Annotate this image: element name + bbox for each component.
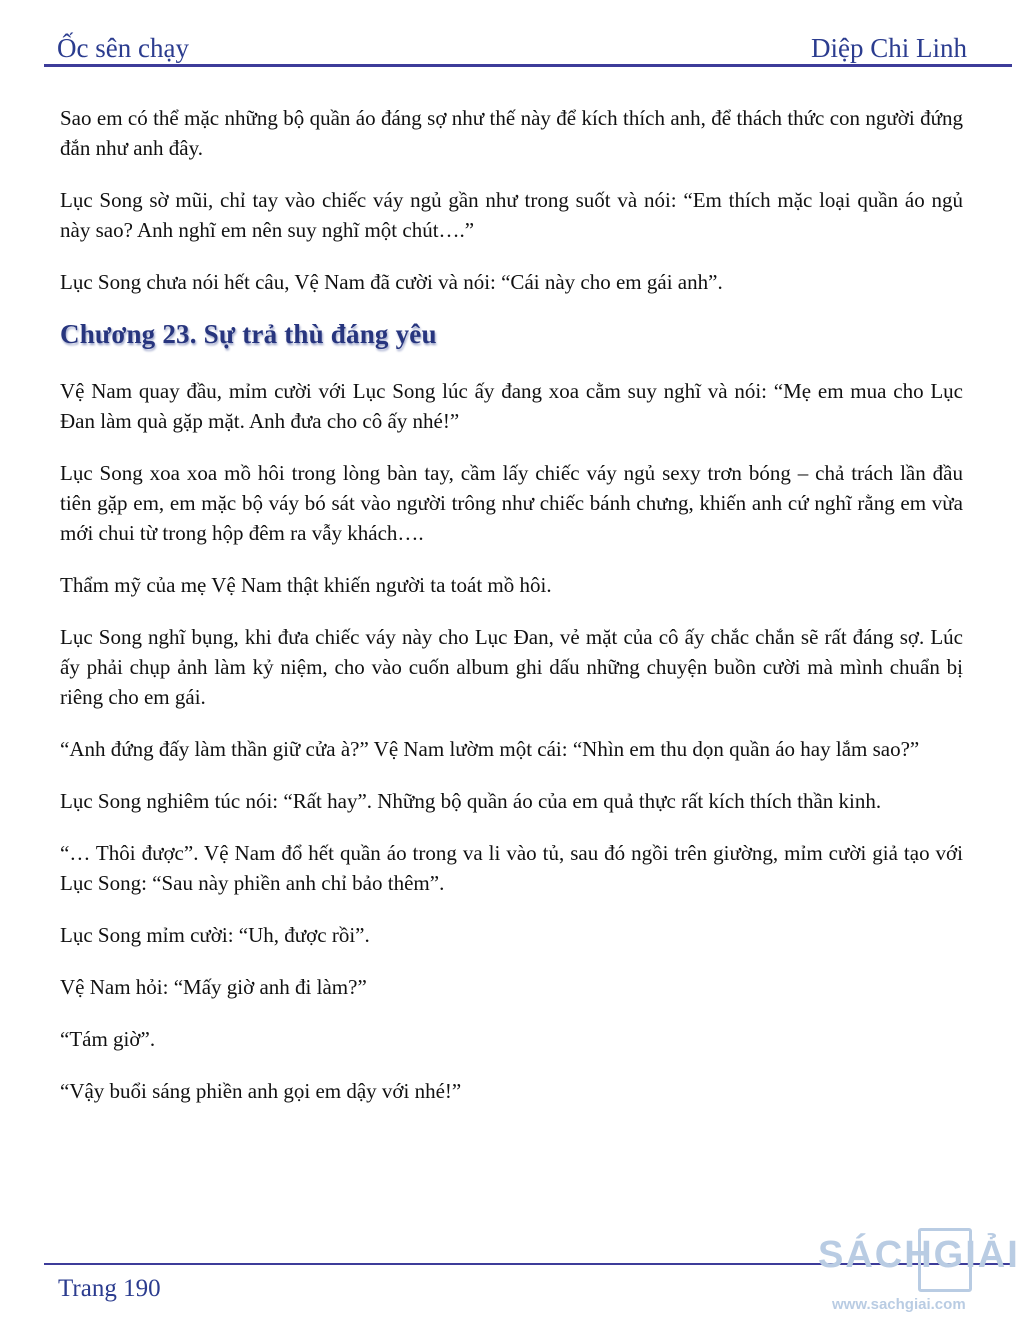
paragraph: Lục Song nghiêm túc nói: “Rất hay”. Những bộ quần áo của em quả thực rất kích thích thần kinh. (60, 789, 882, 813)
paragraph: Vệ Nam quay đầu, mỉm cười với Lục Song lúc ấy đang xoa cằm suy nghĩ và nói: “Mẹ em mua cho Lục Đan làm quà gặp mặt. Anh đưa cho cô ấy nhé!” (60, 379, 963, 433)
paragraph: “Anh đứng đấy làm thần giữ cửa à?” Vệ Nam lườm một cái: “Nhìn em thu dọn quần áo hay lắm sao?” (60, 737, 920, 761)
page-body (60, 103, 963, 1128)
paragraph: Lục Song sờ mũi, chỉ tay vào chiếc váy ngủ gần như trong suốt và nói: “Em thích mặc loại quần áo ngủ này sao? Anh nghĩ em nên suy nghĩ một chút….” (60, 188, 963, 242)
author-name: Diệp Chi Linh (811, 33, 967, 63)
paragraph: “Vậy buổi sáng phiền anh gọi em dậy với nhé!” (60, 1079, 462, 1103)
page-header (57, 24, 967, 64)
watermark-text: SÁCHGIẢI (818, 1234, 1020, 1276)
paragraph: Lục Song xoa xoa mồ hôi trong lòng bàn tay, cầm lấy chiếc váy ngủ sexy trơn bóng – chả trách lần đầu tiên gặp em, em mặc bộ váy bó sát vào người trông như chiếc bánh chưng, khiến anh cứ nghĩ rằng em vừa mới chui từ trong hộp đêm ra vẫy khách…. (60, 461, 963, 545)
book-title: Ốc sên chạy (57, 33, 189, 63)
chapter-title: Chương 23. Sự trả thù đáng yêu (60, 319, 437, 349)
header-divider (44, 64, 1012, 67)
paragraph: “… Thôi được”. Vệ Nam đổ hết quần áo trong va li vào tủ, sau đó ngồi trên giường, mỉm cười giả tạo với Lục Song: “Sau này phiền anh chỉ bảo thêm”. (60, 841, 963, 895)
paragraph: Lục Song chưa nói hết câu, Vệ Nam đã cười và nói: “Cái này cho em gái anh”. (60, 270, 723, 294)
paragraph: Lục Song mỉm cười: “Uh, được rồi”. (60, 923, 370, 947)
paragraph: Thẩm mỹ của mẹ Vệ Nam thật khiến người ta toát mồ hôi. (60, 573, 552, 597)
watermark-url: www.sachgiai.com (832, 1296, 966, 1313)
paragraph: “Tám giờ”. (60, 1027, 156, 1051)
paragraph: Vệ Nam hỏi: “Mấy giờ anh đi làm?” (60, 975, 367, 999)
page-number: Trang 190 (58, 1275, 161, 1302)
watermark-logo (818, 1226, 1024, 1322)
paragraph: Lục Song nghĩ bụng, khi đưa chiếc váy này cho Lục Đan, vẻ mặt của cô ấy chắc chắn sẽ rất đáng sợ. Lúc ấy phải chụp ảnh làm kỷ niệm, cho vào cuốn album ghi dấu những chuyện buồn cười mà mình chuẩn bị riêng cho em gái. (60, 625, 963, 709)
paragraph: Sao em có thể mặc những bộ quần áo đáng sợ như thế này để kích thích anh, để thách thức con người đứng đắn như anh đây. (60, 106, 963, 160)
